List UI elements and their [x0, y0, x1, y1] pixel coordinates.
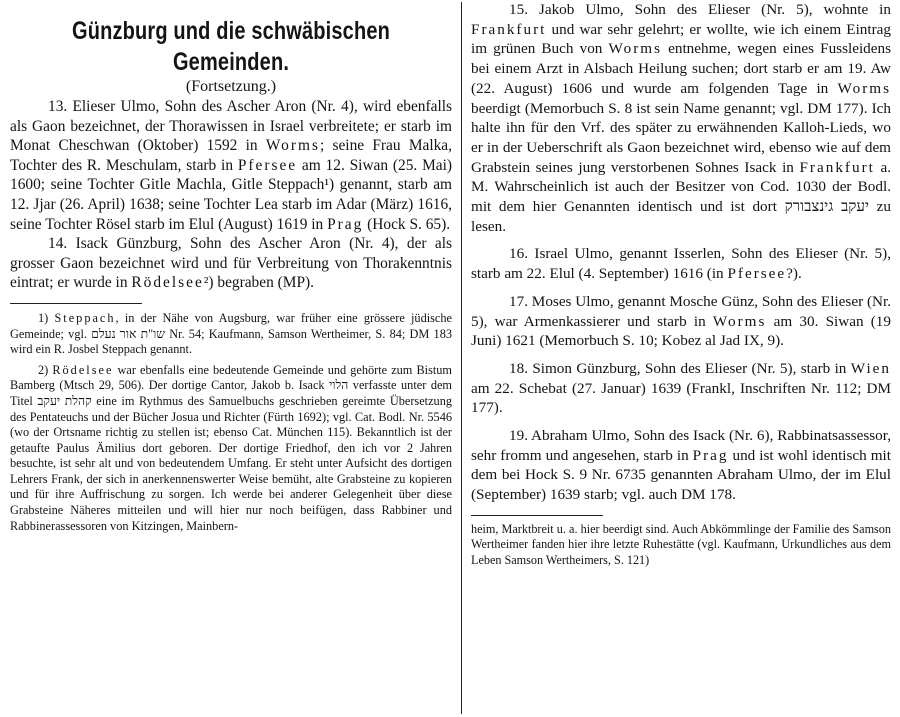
title-line-2: Gemeinden.	[172, 48, 290, 76]
right-column	[471, 0, 891, 569]
place-name: Prag	[692, 446, 729, 464]
subtitle: (Fortsetzung.)	[185, 78, 277, 95]
entry-18: 18. Simon Günzburg, Sohn des Elieser (Nr. 5), starb in Wien am 22. Schebat (27. Januar) 1639 (Frankl, Inschriften Nr. 112; DM 177).	[471, 359, 891, 417]
place-name: Rödelsee	[131, 274, 204, 292]
place-name: Frankfurt	[799, 158, 875, 176]
place-name: Worms	[608, 40, 662, 58]
place-name: Worms	[712, 312, 767, 330]
footnote-1: 1) Steppach, in der Nähe von Augsburg, war früher eine grössere jüdische Gemeinde; vgl. שו"ת אור נעלם Nr. 54; Kaufmann, Samson Wertheimer, S. 84; DM 183 wird ein R. Josbel Steppach genannt.	[10, 310, 452, 357]
column-divider	[461, 2, 462, 714]
footnote-2-continued: heim, Marktbreit u. a. hier beerdigt sind. Auch Abkömmlinge der Familie des Samson Wertheimer fanden hier ihre letzte Ruhestätte (vgl. Kaufmann, Urkundliches aus dem Leben Samson Wertheimers, S. 121)	[471, 521, 891, 568]
footnote-2: 2) Rödelsee war ebenfalls eine bedeutende Gemeinde und gehörte zum Bistum Bamberg (Mtsch 29, 506). Der dortige Cantor, Jakob b. Isack הלוי verfasste unter dem Titel קהלת יעקב eine im Rythmus des Samuelbuchs geschrieben gereimte Übersetzung des Pentateuchs und der Bücher Josua und Richter (Fürth 1692); vgl. Cat. Bodl. Nr. 5546 (wo der Ortsname richtig zu stellen ist; ebenso Cat. München 115). Bekanntlich ist der getaufte Paulus Ämilius dort geboren. Der dortige Friedhof, den ich vor 2 Jahren besuchte, ist sehr alt und von bedeutendem Umfang. Er steht unter Aufsicht des dortigen Lehrers Frank, der sich in anerkennenswerter Weise bemüht, alte Grabsteine zu kopieren und für ihre Auffrischung zu sorgen. Ich werde bei anderer Gelegenheit über diese Grabsteine Näheres mitteilen und will hier nur noch beifügen, dass Rabbiner und Rabbinerassessoren von Kitzingen, Mainbern-	[10, 362, 452, 533]
place-name: Steppach	[54, 310, 116, 325]
left-column	[10, 0, 452, 534]
place-name: Worms	[837, 79, 891, 97]
entry-16: 16. Israel Ulmo, genannt Isserlen, Sohn des Elieser (Nr. 5), starb am 22. Elul (4. September) 1616 (in Pfersee?).	[471, 245, 891, 283]
footnote-divider	[10, 303, 142, 304]
entry-13: 13. Elieser Ulmo, Sohn des Ascher Aron (Nr. 4), wird ebenfalls als Gaon bezeichnet, der Thorawissen in Israel verbreitete; er starb im Monat Cheschwan (Oktober) 1592 in Worms; seine Frau Malka, Tochter des R. Meschulam, starb in Pfersee am 12. Siwan (25. Mai) 1600; seine Tochter Gitle Machla, Gitle Steppach¹) genannt, starb am 12. Jjar (26. April) 1638; seine Tochter Lea starb im Adar (März) 1616, seine Tochter Rösel starb im Elul (August) 1619 in Prag (Hock S. 65).	[10, 98, 452, 233]
entry-19: 19. Abraham Ulmo, Sohn des Isack (Nr. 6), Rabbinatsassessor, sehr fromm und angesehen, starb in Prag und ist wohl identisch mit dem bei Hock S. 9 Nr. 6735 genannten Abraham Ulmo, der im Elul (September) 1639 starb; vgl. auch DM 178.	[471, 427, 891, 504]
page-title	[54, 16, 408, 78]
entry-15: 15. Jakob Ulmo, Sohn des Elieser (Nr. 5), wohnte in Frankfurt und war sehr gelehrt; er wollte, wie ich einem Eintrag im grünen Buch von Worms entnehme, wegen eines Fussleidens bei einem Arzt in Alsbach Heilung suchen; dort starb er am 19. Aw (22. August) 1606 und wurde am folgenden Tage in Worms beerdigt (Memorbuch S. 8 ist sein Name genannt; vgl. DM 177). Ich halte ihn für den Vrf. des später zu erwähnenden Kalloh-Lieds, wo er in der Ueberschrift als Gaon bezeichnet wird, ebenso wie auf dem Grabstein seines jung verstorbenen Sohnes Isack in Frankfurt a. M. Wahrscheinlich ist auch der Besitzer von Cod. 1030 der Bodl. mit dem hier Genannten identisch und ist dort יעקב גינצבורק zu lesen.	[471, 1, 892, 235]
footnote-divider	[471, 515, 603, 516]
place-name: Worms	[265, 137, 320, 155]
place-name: Frankfurt	[471, 20, 547, 38]
title-line-1: Günzburg und die schwäbischen	[72, 17, 390, 45]
place-name: Wien	[850, 359, 891, 377]
place-name: Rödelsee	[52, 362, 114, 377]
place-name: Pfersee	[237, 156, 298, 174]
entry-14: 14. Isack Günzburg, Sohn des Ascher Aron (Nr. 4), der als grosser Gaon bezeichnet wird und für Verbreitung von Thorakenntnis eintrat; er wurde in Rödelsee²) begraben (MP).	[10, 235, 452, 292]
place-name: Prag	[327, 215, 364, 233]
entry-17: 17. Moses Ulmo, genannt Mosche Günz, Sohn des Elieser (Nr. 5), war Armenkassierer und starb in Worms am 30. Siwan (19 Juni) 1621 (Memorbuch S. 10; Kobez al Jad IX, 9).	[471, 292, 891, 350]
place-name: Pfersee	[727, 265, 787, 283]
